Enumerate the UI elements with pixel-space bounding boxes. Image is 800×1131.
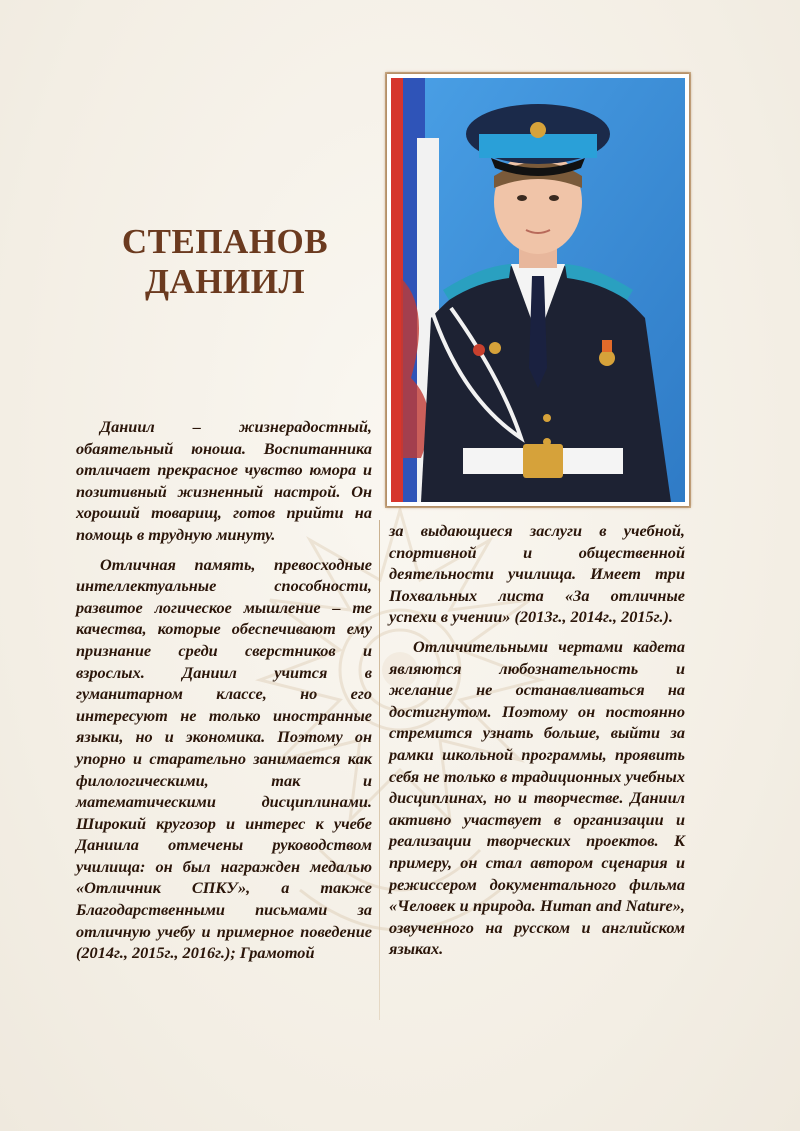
cadet-portrait-icon xyxy=(391,78,685,502)
text-column-right xyxy=(389,520,685,968)
surname: СТЕПАНОВ xyxy=(121,222,329,261)
first-name: ДАНИИЛ xyxy=(144,262,306,301)
paragraph: Отличительными чертами кадета являются любознательность и желание не останавливаться на достигнутом. Поэтому он постоянно стремится узнать больше, выйти за рамки школьной программы, проявить себя не только в традиционных учебных дисциплинах, но и творчестве. Даниил активно участвует в организации и реализации творческих проектов. К примеру, он стал автором сценария и режиссером документального фильма «Человек и природа. Human and Nature», озвученного на русском и английском языках. xyxy=(389,636,685,959)
paragraph: Даниил – жизнерадостный, обаятельный юноша. Воспитанника отличает прекрасное чувство юмора и позитивный жизненный настрой. Он хороший товарищ, готов прийти на помощь в трудную минуту. xyxy=(76,417,372,544)
portrait-photo xyxy=(387,74,689,506)
column-divider xyxy=(379,520,380,1020)
text-column-left xyxy=(76,416,372,972)
paragraph: Отличная память, превосходные интеллектуальные способности, развитое логическое мышление – те качества, которые обеспечивают ему признание среди сверстников и взрослых. Даниил учится в гуманитарном классе, но его интересуют не только иностранные языки, но и экономика. Поэтому он упорно и старательно занимается как филологическими, так и математическими дисциплинами. Широкий кругозор и интерес к учебе Даниила отмечены руководством училища: он был награжден медалью «Отличник СПКУ», а также Благодарственными письмами за отличную учебу и примерное поведение (2014г., 2015г., 2016г.); Грамотой xyxy=(76,554,372,963)
paragraph: за выдающиеся заслуги в учебной, спортивной и общественной деятельности училища. Имеет три Похвальных листа «За отличные успехи в учении» (2013г., 2014г., 2015г.). xyxy=(389,521,685,627)
page-title xyxy=(95,222,355,302)
